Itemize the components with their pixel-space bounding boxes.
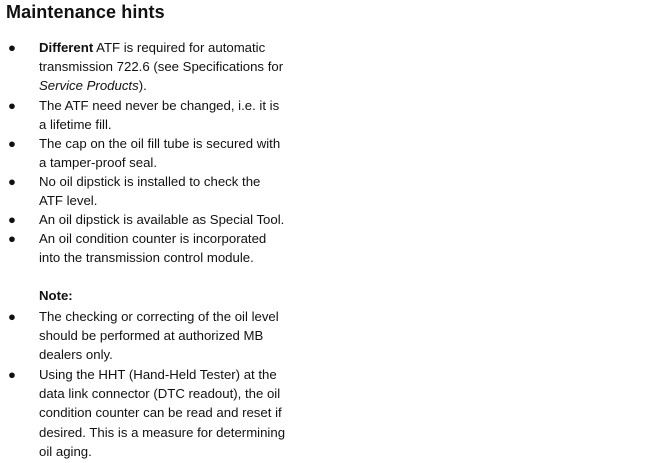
list-item: [0, 229, 319, 267]
note-heading: Note:: [39, 288, 73, 303]
list-item-line: The checking or correcting of the oil level: [39, 309, 279, 324]
list-item-text: ATF is required for automatic: [93, 40, 266, 55]
list-item-text: ).: [138, 78, 147, 94]
list-item-line: The ATF need never be changed, i.e. it is: [39, 98, 280, 113]
section-title: Maintenance hints: [6, 2, 165, 22]
list-item-line: ATF level.: [39, 193, 98, 209]
note-list: [0, 307, 650, 461]
bullet-icon: ●: [8, 231, 16, 246]
list-item-line: No oil dipstick is installed to check the: [39, 174, 261, 189]
list-item-line: An oil condition counter is incorporated: [39, 231, 267, 246]
bullet-icon: ●: [8, 174, 16, 189]
list-item: [0, 365, 319, 461]
list-item-line: Using the HHT (Hand-Held Tester) at the: [39, 367, 277, 382]
bullet-icon: ●: [8, 212, 16, 227]
list-item-line: into the transmission control module.: [39, 250, 254, 266]
list-item-line: should be performed at authorized MB: [39, 328, 264, 344]
bullet-icon: ●: [8, 98, 16, 113]
bullet-icon: ●: [8, 309, 16, 324]
list-item-line: [39, 38, 319, 57]
bullet-icon: ●: [8, 367, 16, 382]
list-item: [0, 172, 319, 210]
list-item-line: data link connector (DTC readout), the oil: [39, 386, 281, 402]
list-item-line: a lifetime fill.: [39, 117, 112, 133]
maintenance-hints-list: [0, 38, 650, 267]
list-item: [0, 210, 319, 229]
list-item-line: dealers only.: [39, 347, 113, 363]
list-item: [0, 307, 319, 365]
list-item-line: desired. This is a measure for determining: [39, 424, 286, 440]
list-item-line: [39, 76, 319, 95]
list-item: [0, 38, 319, 96]
list-item-line: oil aging.: [39, 443, 92, 459]
bullet-icon: ●: [8, 136, 16, 151]
list-item: [0, 134, 319, 172]
emphasis-text: Different: [39, 40, 94, 55]
bullet-icon: ●: [8, 40, 16, 55]
list-item: [0, 96, 319, 134]
italic-reference: Service Products: [39, 78, 139, 94]
list-item-line: The cap on the oil fill tube is secured with: [39, 136, 281, 151]
list-item-line: condition counter can be read and reset if: [39, 405, 282, 421]
list-item-line: a tamper-proof seal.: [39, 155, 158, 171]
list-item-line: transmission 722.6 (see Specifications for: [39, 59, 284, 75]
list-item-line: An oil dipstick is available as Special Tool.: [39, 212, 285, 227]
